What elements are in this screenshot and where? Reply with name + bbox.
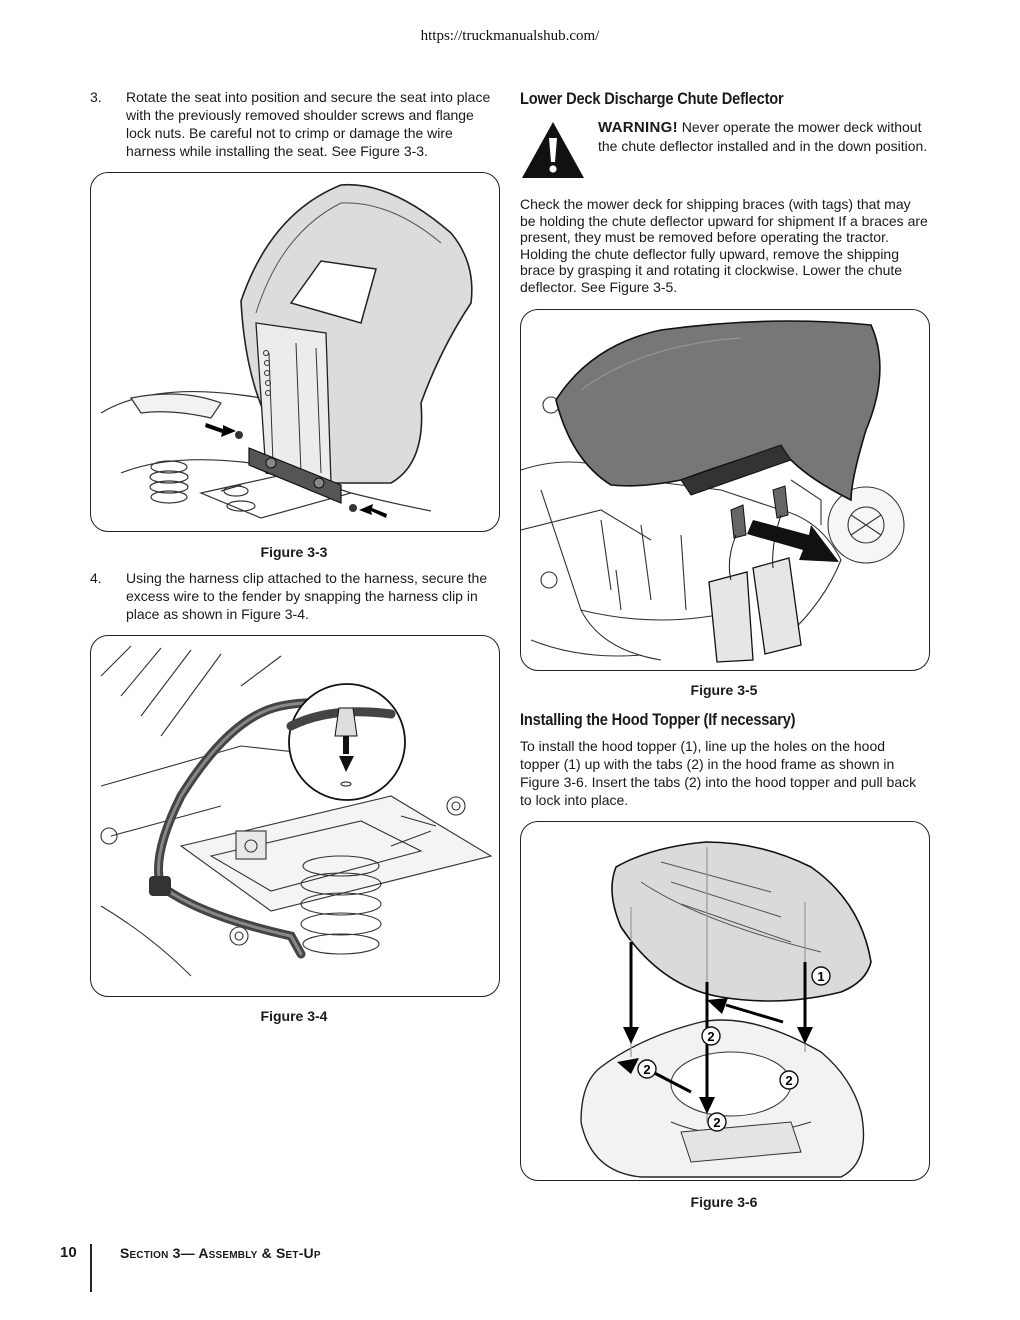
step-text: Rotate the seat into position and secure the seat into place with the previously removed shoulder screws and flange lock nuts. Be careful not to crimp or damage the wire harness while installing the seat. See Figure 3-3. — [126, 89, 491, 159]
callout-2d — [708, 1113, 726, 1131]
warning-label: WARNING! — [598, 119, 678, 136]
footer-divider — [90, 1244, 92, 1292]
callout-2c-label: 2 — [785, 1073, 793, 1088]
figure-3-4-caption: Figure 3-4 — [260, 1008, 328, 1024]
callout-2c — [780, 1071, 798, 1089]
step-3 — [90, 88, 500, 162]
callout-2a-label: 2 — [707, 1029, 715, 1044]
chute-section-heading: Lower Deck Discharge Chute Deflector — [520, 89, 784, 108]
page-number: 10 — [60, 1244, 77, 1261]
section-title-text: Section 3— Assembly & Set-Up — [120, 1245, 321, 1261]
step-4 — [90, 569, 500, 625]
figure-3-6 — [520, 821, 930, 1181]
chute-deflector-illustration — [521, 310, 929, 670]
callout-1-label: 1 — [817, 969, 825, 984]
figure-3-6-caption: Figure 3-6 — [690, 1194, 758, 1210]
callout-2a — [702, 1027, 720, 1045]
callout-2b — [638, 1060, 656, 1078]
hood-section-body: To install the hood topper (1), line up the holes on the hood topper (1) up with the tabs (2) in the hood frame as shown in Figure 3-6. Insert the tabs (2) into the hood topper and pull back to lock into place. — [520, 738, 917, 808]
warning-triangle-icon — [520, 120, 586, 180]
figure-3-3 — [90, 172, 500, 532]
seat-illustration — [91, 173, 499, 531]
hood-topper-illustration — [521, 822, 929, 1180]
step-text: Using the harness clip attached to the harness, secure the excess wire to the fender by snapping the harness clip in place as shown in Figure 3-4. — [126, 570, 488, 622]
callout-2d-label: 2 — [713, 1115, 721, 1130]
harness-illustration — [91, 636, 499, 996]
figure-3-5 — [520, 309, 930, 671]
step-number: 3. — [90, 89, 102, 105]
chute-section-body: Check the mower deck for shipping braces (with tags) that may be holding the chute deflector upward for shipment If a braces are present, they must be removed before operating the tractor. Holding the chute deflector fully upward, remove the shipping brace by grasping it and rotating it clockwise. Lower the chute deflector. See Figure 3-5. — [520, 196, 928, 295]
step-number: 4. — [90, 570, 102, 586]
warning-block — [520, 118, 930, 182]
hood-section-heading: Installing the Hood Topper (If necessary) — [520, 710, 796, 729]
warning-body: Never operate the mower deck without the chute deflector installed and in the down position. — [598, 119, 928, 154]
figure-3-5-caption: Figure 3-5 — [690, 682, 758, 698]
warning-text — [598, 118, 928, 155]
section-title — [120, 1245, 321, 1261]
source-url: https://truckmanualshub.com/ — [420, 28, 600, 44]
callout-2b-label: 2 — [643, 1062, 651, 1077]
figure-3-4 — [90, 635, 500, 997]
callout-1 — [812, 967, 830, 985]
figure-3-3-caption: Figure 3-3 — [260, 544, 328, 560]
